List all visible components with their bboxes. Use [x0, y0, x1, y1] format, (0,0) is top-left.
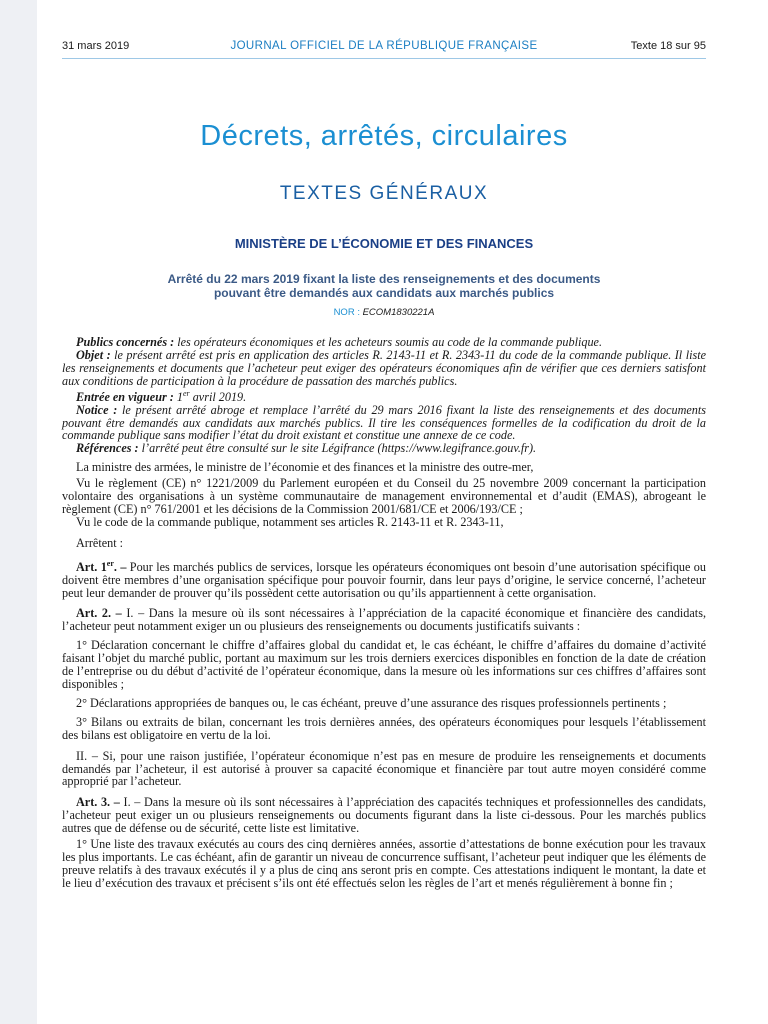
article-3: Art. 3. – I. – Dans la mesure où ils sont nécessaires à l’appréciation des capacités techniques et professionnelles des candidats, l’acheteur peut exiger un ou plusieurs renseignements ou documents figurant dans la liste ci-dessous. Pour les marchés publics autres que de défense ou de sécurité, cette liste est limitative. — [62, 795, 706, 836]
summary-objet: Objet : le présent arrêté est pris en application des articles R. 2143-11 et R. 2343-11 du code de la commande publique. Il liste les renseignements et documents que l’acheteur peut exiger des opérateurs économiques afin de vérifier que ces derniers satisfont aux conditions de participation à la procédure de passation des marchés publics. — [62, 347, 706, 388]
arrete-title — [62, 272, 706, 300]
preamble-ministers: La ministre des armées, le ministre de l’économie et des finances et la ministre des outre-mer, — [76, 460, 534, 475]
header-divider — [62, 58, 706, 59]
summary-references: Références : l’arrêté peut être consulté sur le site Légifrance (https://www.legifrance.gouv.fr). — [76, 441, 537, 456]
nor-label: NOR : — [333, 307, 363, 318]
page-header — [62, 40, 706, 56]
nor-reference — [62, 307, 706, 318]
article-2-item-3: 3° Bilans ou extraits de bilan, concernant les trois dernières années, des opérateurs économiques pour lesquels l’établissement des bilans est obligatoire en vertu de la loi. — [62, 714, 706, 742]
summary-notice: Notice : le présent arrêté abroge et remplace l’arrêté du 29 mars 2016 fixant la liste des renseignements et des documents pouvant être demandés aux candidats aux marchés publics. Il tire les conséquences formelles de la codification du droit de la commande publique sans modifier l’état du droit existant et constitue une annexe de ce code. — [62, 402, 707, 443]
article-2-item-1: 1° Déclaration concernant le chiffre d’affaires global du candidat et, le cas échéant, le chiffre d’affaires du domaine d’activité faisant l’objet du marché public, portant au maximum sur les trois derniers exercices disponibles en fonction de la date de création de l’entreprise ou du début d’activité de l’opérateur économique, dans la mesure où les informations sur ces chiffres d’affaires sont disponibles ; — [62, 638, 706, 691]
article-1: Art. 1er. – Pour les marchés publics de services, lorsque les opérateurs économiques ont besoin d’une autorisation spécifique ou doivent être membres d’une organisation spécifique pour pouvoir fournir, dans leur pays d’origine, le service concerné, l’acheteur peut leur demander de prouver qu’ils possèdent cette autorisation ou qu’ils appartiennent à cette organisation. — [62, 558, 706, 600]
sub-title: TEXTES GÉNÉRAUX — [279, 183, 489, 204]
left-margin-bar — [0, 0, 37, 1024]
article-2-item-2: 2° Déclarations appropriées de banques ou, le cas échéant, preuve d’une assurance des risques professionnels pertinents ; — [76, 695, 667, 710]
preamble-vu-reglement: Vu le règlement (CE) n° 1221/2009 du Parlement européen et du Conseil du 25 novembre 2009 concernant la participation volontaire des organisations à un système communautaire de management environnemental et d’audit (EMAS), abrogeant le règlement (CE) n° 761/2001 et les décisions de la Commission 2001/681/CE et 2006/193/CE ; — [62, 476, 706, 516]
header-date: 31 mars 2019 — [62, 40, 130, 52]
section-title: Décrets, arrêtés, circulaires — [200, 120, 568, 152]
preamble-vu-code: Vu le code de la commande publique, notamment ses articles R. 2143-11 et R. 2343-11, — [76, 514, 504, 529]
article-2-section-II: II. – Si, pour une raison justifiée, l’opérateur économique n’est pas en mesure de produire les renseignements et documents demandés par l’acheteur, il est autorisé à prouver sa capacité économique et financière par tout autre moyen considéré comme approprié par l’acheteur. — [62, 748, 706, 789]
article-3-item-1: 1° Une liste des travaux exécutés au cours des cinq dernières années, assortie d’attestations de bonne exécution pour les travaux les plus importants. Le cas échéant, afin de garantir un niveau de concurrence suffisant, l’acheteur peut indiquer que les éléments de preuve relatifs à des travaux exécutés il y a plus de cinq ans seront pris en compte. Ces attestations indiquent le montant, la date et le lieu d’exécution des travaux et précisent s’ils ont été effectués selon les règles de l’art et menés régulièrement à bonne fin ; — [62, 837, 706, 890]
nor-code: ECOM1830221A — [362, 307, 435, 318]
journal-page — [62, 0, 706, 1024]
article-2: Art. 2. – I. – Dans la mesure où ils sont nécessaires à l’appréciation de la capacité économique et financière des candidats, l’acheteur peut notamment exiger un ou plusieurs des renseignements ou documents justificatifs suivants : — [62, 606, 706, 634]
preamble-arretent: Arrêtent : — [76, 535, 124, 550]
arrete-title-line2: pouvant être demandés aux candidats aux marchés publics — [213, 286, 555, 300]
document-body — [62, 336, 706, 890]
summary-publics: Publics concernés : les opérateurs économiques et les acheteurs soumis au code de la commande publique. — [76, 335, 603, 349]
header-journal-title: JOURNAL OFFICIEL DE LA RÉPUBLIQUE FRANÇAISE — [230, 40, 538, 52]
header-text-number: Texte 18 sur 95 — [630, 40, 706, 52]
summary-entree: Entrée en vigueur : 1er avril 2019. — [76, 388, 247, 404]
ministry-heading: MINISTÈRE DE L’ÉCONOMIE ET DES FINANCES — [234, 236, 534, 251]
arrete-title-line1: Arrêté du 22 mars 2019 fixant la liste des renseignements et des documents — [167, 272, 601, 286]
